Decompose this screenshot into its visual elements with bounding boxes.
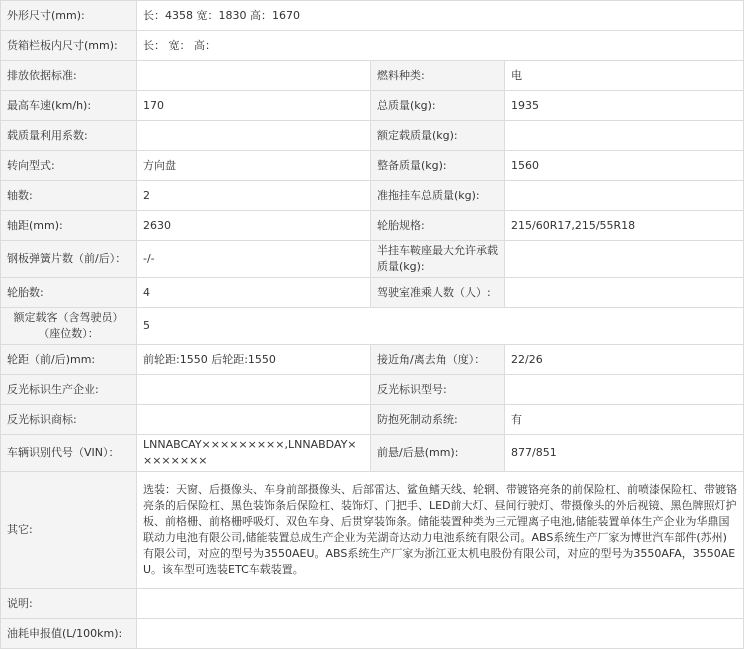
value-steering-type: 方向盘 (137, 151, 371, 181)
value-emission-standard (137, 61, 371, 91)
value-reflector-model (505, 375, 744, 405)
row-notes (1, 589, 744, 619)
label-track-width: 轮距（前/后)mm: (1, 345, 137, 375)
row-emission (1, 61, 744, 91)
label-max-speed: 最高车速(km/h): (1, 91, 137, 121)
value-fuel-consumption (137, 619, 744, 649)
value-seating: 5 (137, 308, 744, 345)
row-axles (1, 181, 744, 211)
value-vin: LNNABCAY×××××××××,LNNABDAY×××××××× (137, 435, 371, 472)
value-axle-count: 2 (137, 181, 371, 211)
label-curb-mass: 整备质量(kg): (371, 151, 505, 181)
label-approach-angle: 接近角/离去角（度）： (371, 345, 505, 375)
label-leaf-springs: 钢板弹簧片数（前/后）： (1, 241, 137, 278)
value-curb-mass: 1560 (505, 151, 744, 181)
label-fuel-consumption: 油耗申报值(L/100km): (1, 619, 137, 649)
value-tire-count: 4 (137, 278, 371, 308)
label-axle-count: 轴数: (1, 181, 137, 211)
label-reflector-maker: 反光标识生产企业: (1, 375, 137, 405)
value-tire-spec: 215/60R17,215/55R18 (505, 211, 744, 241)
label-tire-spec: 轮胎规格: (371, 211, 505, 241)
row-fuel-consumption (1, 619, 744, 649)
label-saddle-load: 半挂车鞍座最大允许承载质量(kg): (371, 241, 505, 278)
row-dimensions (1, 1, 744, 31)
label-notes: 说明: (1, 589, 137, 619)
label-fuel-type: 燃料种类: (371, 61, 505, 91)
value-overhang: 877/851 (505, 435, 744, 472)
label-vin: 车辆识别代号（VIN）： (1, 435, 137, 472)
value-approach-angle: 22/26 (505, 345, 744, 375)
label-steering-type: 转向型式: (1, 151, 137, 181)
value-track-width: 前轮距:1550 后轮距:1550 (137, 345, 371, 375)
value-wheelbase: 2630 (137, 211, 371, 241)
value-trailer-mass (505, 181, 744, 211)
value-cargo-box: 长： 宽： 高： (137, 31, 744, 61)
label-cargo-box: 货箱栏板内尺寸(mm): (1, 31, 137, 61)
value-reflector-brand (137, 405, 371, 435)
row-cargo-box (1, 31, 744, 61)
row-springs (1, 241, 744, 278)
label-dimensions: 外形尺寸(mm): (1, 1, 137, 31)
label-reflector-model: 反光标识型号: (371, 375, 505, 405)
value-dimensions: 长：4358 宽：1830 高：1670 (137, 1, 744, 31)
row-load-factor (1, 121, 744, 151)
value-gross-mass: 1935 (505, 91, 744, 121)
label-load-factor: 载质量利用系数: (1, 121, 137, 151)
label-tire-count: 轮胎数: (1, 278, 137, 308)
value-max-speed: 170 (137, 91, 371, 121)
label-other: 其它: (1, 472, 137, 589)
label-cab-capacity: 驾驶室准乘人数（人）: (371, 278, 505, 308)
label-rated-load: 额定载质量(kg): (371, 121, 505, 151)
value-cab-capacity (505, 278, 744, 308)
value-other: 选装：天窗、后摄像头、车身前部摄像头、后部雷达、鲨鱼鳍天线、轮辋、带镀铬亮条的前保险杠、前喷漆保险杠、带镀铬亮条的后保险杠、黑色装饰条后保险杠、装饰灯、门把手、LED前大灯、昼间行驶灯、带摄像头的外后视镜、黑色牌照灯护板、前格栅、前格栅呼吸灯、双色车身、后贯穿装饰条。储能装置种类为三元锂离子电池,储能装置单体生产企业为华鼎国联动力电池有限公司,储能装置总成生产企业为芜湖奇达动力电池系统有限公司。ABS系统生产厂家为博世汽车部件(苏州)有限公司，对应的型号为3550AEU。ABS系统生产厂家为浙江亚太机电股份有限公司，对应的型号为3550AFA，3550AEU。该车型可选装ETC车载装置。 (137, 472, 744, 589)
row-steering (1, 151, 744, 181)
value-fuel-type: 电 (505, 61, 744, 91)
value-saddle-load (505, 241, 744, 278)
value-load-factor (137, 121, 371, 151)
value-notes (137, 589, 744, 619)
value-reflector-maker (137, 375, 371, 405)
label-gross-mass: 总质量(kg): (371, 91, 505, 121)
label-trailer-mass: 准拖挂车总质量(kg): (371, 181, 505, 211)
row-seats (1, 308, 744, 345)
label-emission-standard: 排放依据标准: (1, 61, 137, 91)
row-other (1, 472, 744, 589)
row-tires (1, 278, 744, 308)
row-wheelbase (1, 211, 744, 241)
label-seating: 额定载客（含驾驶员）（座位数）： (1, 308, 137, 345)
row-speed (1, 91, 744, 121)
label-abs: 防抱死制动系统: (371, 405, 505, 435)
label-reflector-brand: 反光标识商标: (1, 405, 137, 435)
value-abs: 有 (505, 405, 744, 435)
row-vin (1, 435, 744, 472)
value-rated-load (505, 121, 744, 151)
label-overhang: 前悬/后悬(mm): (371, 435, 505, 472)
label-wheelbase: 轴距(mm): (1, 211, 137, 241)
value-leaf-springs: -/- (137, 241, 371, 278)
row-reflector-maker (1, 375, 744, 405)
row-track (1, 345, 744, 375)
row-reflector-brand (1, 405, 744, 435)
